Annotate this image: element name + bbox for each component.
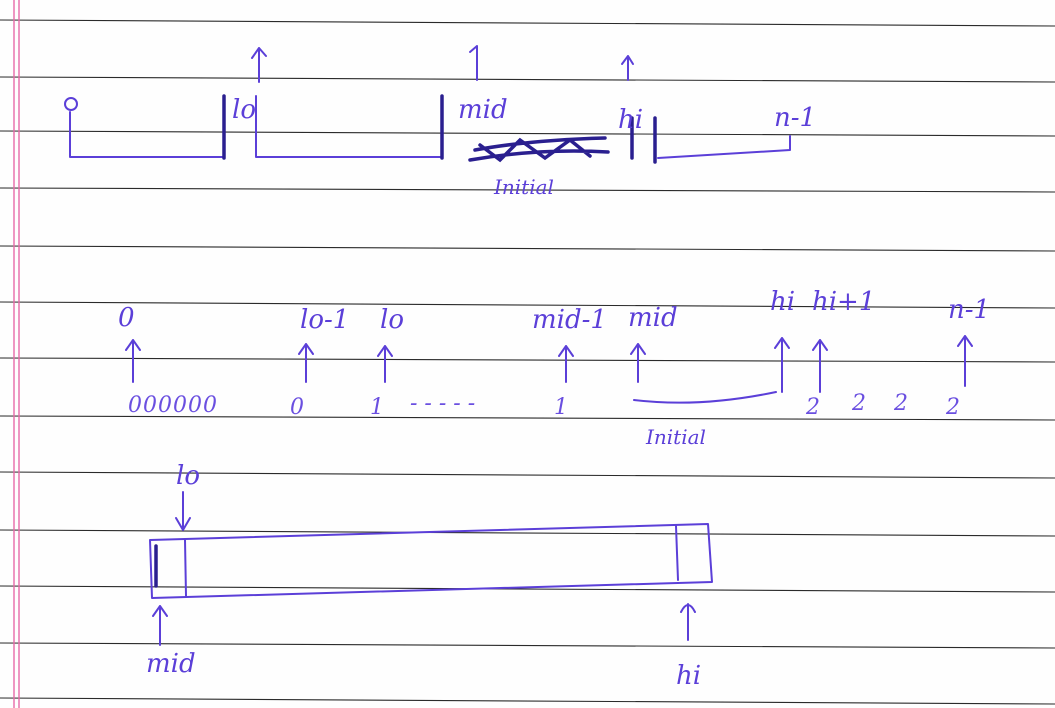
arrow-hi-icon [775, 338, 789, 392]
segment-left [70, 112, 224, 157]
label-zero: 0 [118, 303, 135, 333]
value-one-mid-minus-1: 1 [554, 395, 568, 420]
label-mid-minus-1: mid-1 [532, 305, 607, 335]
diagram-1 [65, 46, 816, 199]
label-zero-icon [65, 98, 77, 110]
label-n-minus-1: n-1 [948, 295, 991, 325]
label-hi: hi [618, 105, 644, 135]
segment-right [658, 136, 790, 158]
arrow-down-lo-icon [176, 492, 190, 530]
value-zeros-run: 000000 [128, 393, 218, 418]
arrow-hi-icon [681, 604, 695, 640]
segment-lo-mid [256, 96, 440, 157]
arrow-hi-icon [622, 56, 633, 80]
label-n-minus-1: n-1 [774, 103, 817, 133]
value-two-4: 2 [946, 395, 960, 420]
label-lo: lo [380, 305, 404, 335]
margin-lines [14, 0, 19, 708]
label-mid: mid [458, 95, 508, 125]
label-lo: lo [176, 461, 200, 491]
arrow-n-minus-1-icon [958, 336, 972, 386]
arrow-mid-icon [631, 344, 645, 382]
initial-scribble [470, 138, 608, 160]
arrow-mid-icon [470, 46, 477, 80]
label-hi: hi [770, 287, 796, 317]
label-lo: lo [232, 95, 256, 125]
arrow-lo-icon [378, 346, 392, 382]
label-mid: mid [146, 649, 196, 679]
value-one-lo: 1 [370, 395, 384, 420]
label-lo-minus-1: lo-1 [300, 305, 350, 335]
bar-lo-divider [185, 540, 186, 596]
arrow-lo-icon [252, 48, 266, 82]
value-two-3: 2 [894, 391, 908, 416]
label-initial: Initial [494, 175, 554, 199]
value-dots: - - - - - [410, 391, 476, 416]
value-zero-lo-minus-1: 0 [290, 395, 304, 420]
label-hi: hi [676, 661, 702, 691]
arrow-mid-minus-1-icon [559, 346, 573, 382]
label-hi-plus-1: hi+1 [812, 287, 876, 317]
label-mid: mid [628, 303, 678, 333]
arrow-hi-plus-1-icon [813, 340, 827, 392]
arrow-mid-icon [153, 606, 167, 645]
value-two-1: 2 [806, 395, 820, 420]
ruled-lines [0, 20, 1055, 704]
value-two-2: 2 [852, 391, 866, 416]
label-initial: Initial [646, 425, 706, 449]
mid-squiggle [634, 392, 776, 403]
diagram-2 [118, 287, 990, 449]
arrow-zero-icon [126, 340, 140, 382]
diagram-3 [146, 461, 712, 691]
arrow-lo-minus-1-icon [299, 344, 313, 382]
